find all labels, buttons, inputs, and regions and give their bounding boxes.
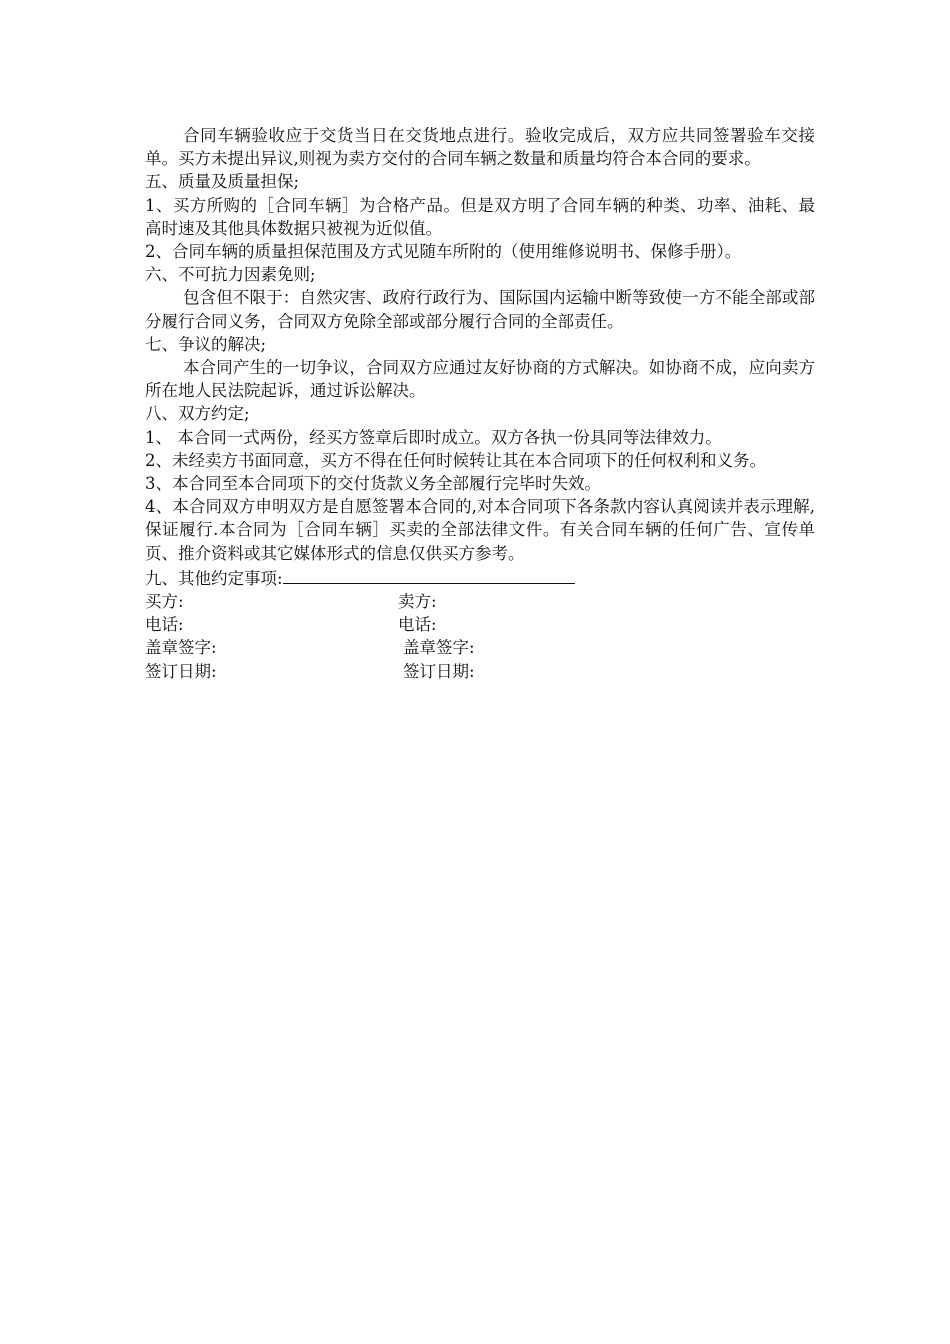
buyer-seal-label: 盖章签字: [145,638,217,658]
section-8-item-3: 3、本合同至本合同项下的交付货款义务全部履行完毕时失效。 [145,474,601,494]
section-6-heading: 六、不可抗力因素免则; [145,265,316,285]
contract-page [145,124,815,683]
party-row [145,590,815,613]
seller-seal-label: 盖章签字: [403,638,475,658]
section-6-body: 包含但不限于：自然灾害、政府行政行为、国际国内运输中断等致使一方不能全部或部分履行合同义务，合同双方免除全部或部分履行合同的全部责任。 [145,288,815,331]
seller-date-label: 签订日期: [403,661,475,681]
seal-row [145,636,815,659]
buyer-date-label: 签订日期: [145,661,217,681]
section-7-body: 本合同产生的一切争议，合同双方应通过友好协商的方式解决。如协商不成，应向卖方所在地人民法院起诉，通过诉讼解决。 [145,358,815,401]
phone-row [145,613,815,636]
buyer-label: 买方: [145,592,184,612]
buyer-phone-label: 电话: [145,615,184,635]
section-5-item-2: 2、合同车辆的质量担保范围及方式见随车所附的（使用维修说明书、保修手册）。 [145,242,742,262]
section-5-heading: 五、质量及质量担保; [145,172,300,192]
section-8-item-4: 4、本合同双方申明双方是自愿签署本合同的,对本合同项下各条款内容认真阅读并表示理解,保证履行.本合同为［合同车辆］买卖的全部法律文件。有关合同车辆的任何广告、宣传单页、推介资料或其它媒体形式的信息仅供买方参考。 [145,497,815,563]
date-row [145,660,815,683]
section-7-heading: 七、争议的解决; [145,334,267,354]
section-8-heading: 八、双方约定; [145,404,250,424]
section-5-item-1: 1、买方所购的［合同车辆］为合格产品。但是双方明了合同车辆的种类、功率、油耗、最高时速及其他具体数据只被视为近似值。 [145,195,815,238]
section-8-item-2: 2、未经卖方书面同意，买方不得在任何时候转让其在本合同项下的任何权利和义务。 [145,450,766,470]
other-matters-row [145,565,815,590]
seller-phone-label: 电话: [398,615,437,635]
other-matters-blank-line[interactable] [283,565,575,584]
seller-label: 卖方: [398,592,437,612]
other-matters-label: 九、其他约定事项: [145,568,283,588]
section-8-item-1: 1、 本合同一式两份，经买方签章后即时成立。双方各执一份具同等法律效力。 [145,427,722,447]
acceptance-paragraph: 合同车辆验收应于交货当日在交货地点进行。验收完成后，双方应共同签署验车交接单。买方未提出异议,则视为卖方交付的合同车辆之数量和质量均符合本合同的要求。 [145,126,815,169]
